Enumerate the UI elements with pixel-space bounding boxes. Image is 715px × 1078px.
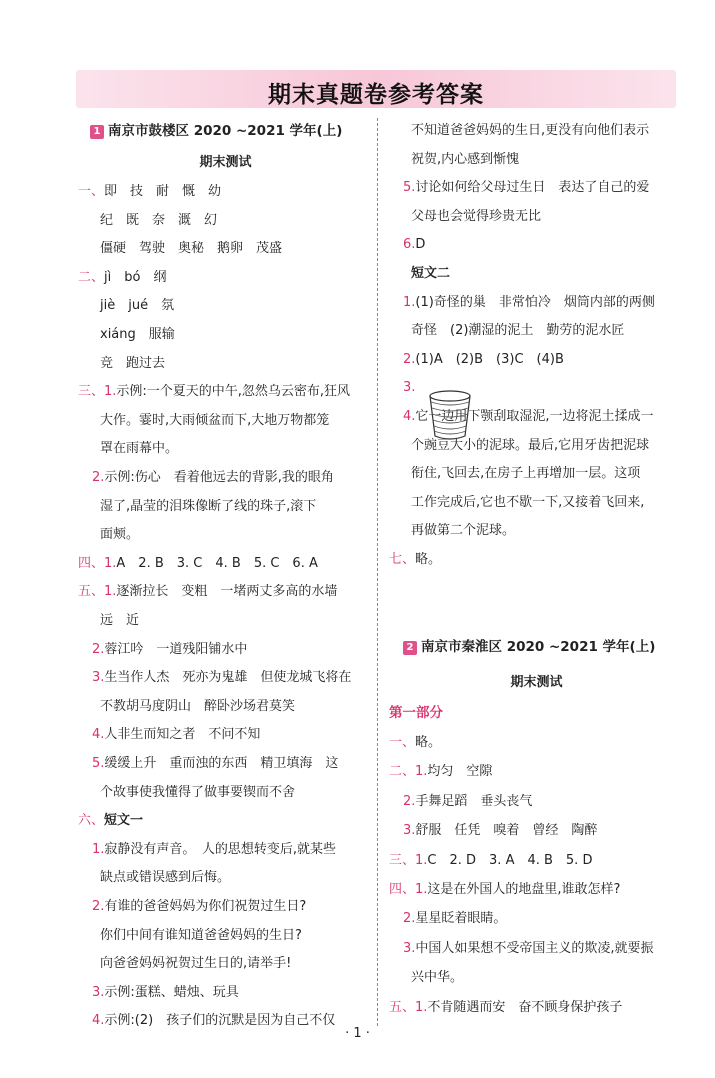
- answer-line: [389, 852, 592, 870]
- answer-text: 讨论如何给父母过生日 表达了自己的爱: [415, 180, 650, 196]
- answer-line: [403, 910, 506, 928]
- item-number: 3.: [92, 670, 105, 686]
- answer-line: [389, 999, 622, 1017]
- answer-line: [92, 984, 239, 1002]
- item-number: 五、1.: [389, 999, 428, 1015]
- section-title: 南京市秦淮区 2020 ~2021 学年(上): [421, 639, 656, 655]
- page-number: · 1 ·: [345, 1026, 370, 1041]
- item-number: 一、: [78, 184, 105, 199]
- answer-text: 这是在外国人的地盘里,谁敢怎样?: [427, 882, 621, 897]
- answer-line: [100, 869, 230, 887]
- answer-text: 中国人如果想不受帝国主义的欺凌,就要振: [415, 940, 654, 956]
- answer-line: [100, 240, 282, 258]
- answer-line: [100, 927, 302, 945]
- item-number: 3.: [403, 940, 416, 956]
- answer-text: C 2. D 3. A 4. B 5. D: [427, 852, 593, 868]
- answer-line: [411, 265, 450, 283]
- answer-text: xiáng 服输: [100, 327, 175, 342]
- answer-line: [411, 122, 649, 140]
- page-title: 期末真题卷参考答案: [268, 82, 484, 108]
- answer-text: 寂静没有声音。 人的思想转变后,就某些: [104, 841, 337, 857]
- answer-line: [403, 940, 654, 958]
- item-number: 4.: [92, 1013, 105, 1029]
- answer-text: 它一边用下颚刮取湿泥,一边将泥土揉成一: [415, 409, 654, 424]
- answer-line: [78, 812, 143, 830]
- answer-text: 祝贺,内心感到惭愧: [411, 151, 520, 167]
- answer-text: 星星眨着眼睛。: [415, 911, 507, 927]
- answer-text: D: [415, 237, 426, 253]
- answer-line: [100, 440, 178, 458]
- title-banner: [76, 70, 676, 108]
- item-number: 5.: [92, 756, 105, 771]
- part-title: 第一部分: [389, 705, 443, 721]
- answer-text: A 2. B 3. C 4. B 5. C 6. A: [116, 555, 318, 571]
- item-number: 1.: [92, 841, 105, 857]
- answer-text: 有谁的爸爸妈妈为你们祝贺过生日?: [104, 899, 307, 914]
- answer-line: [411, 969, 463, 987]
- answer-text: 衔住,飞回去,在房子上再增加一层。这项: [411, 466, 641, 482]
- answer-text: 向爸爸妈妈祝贺过生日的,请举手!: [100, 956, 292, 972]
- section-title: 南京市鼓楼区 2020 ~2021 学年(上): [108, 123, 343, 139]
- answer-line: [403, 351, 564, 369]
- answer-text: 逐渐拉长 变粗 一堵两丈多高的水墙: [116, 584, 338, 600]
- answer-text: 人非生而知之者 不问不知: [104, 727, 261, 743]
- answer-line: [403, 236, 425, 254]
- answer-line: [92, 755, 338, 773]
- section-badge: 2: [403, 641, 417, 655]
- answer-text: 僵硬 驾驶 奥秘 鹅卵 茂盛: [100, 241, 283, 257]
- answer-line: [389, 881, 620, 899]
- exam-title: 期末测试: [199, 155, 252, 170]
- answer-line: [78, 583, 337, 601]
- answer-text: 不肯随遇而安 奋不顾身保护孩子: [427, 999, 623, 1015]
- item-number: 2.: [403, 911, 416, 927]
- answer-text: jiè jué 氛: [100, 298, 175, 314]
- answer-text: 大作。霎时,大雨倾盆而下,大地万物都笼: [100, 412, 330, 428]
- answer-text: 即 技 耐 慨 幼: [104, 184, 222, 199]
- answer-line: [403, 822, 597, 840]
- answer-text: 生当作人杰 死亦为鬼雄 但使龙城飞将在: [104, 670, 352, 686]
- answer-line: [100, 412, 329, 430]
- answer-text: 纪 既 奈 溉 幻: [100, 212, 218, 228]
- answer-line: [100, 698, 295, 716]
- answer-text: 示例:一个夏天的中午,忽然乌云密布,狂风: [116, 384, 351, 400]
- answer-line: [411, 151, 519, 169]
- answer-line: [100, 326, 175, 344]
- answer-text: 手舞足蹈 垂头丧气: [415, 793, 533, 809]
- answer-line: [403, 379, 415, 397]
- answer-line: [78, 183, 221, 201]
- answer-line: [411, 522, 515, 540]
- answer-line: [411, 465, 640, 483]
- item-number: 一、: [389, 735, 416, 750]
- answer-line: [100, 526, 139, 544]
- answer-line: [92, 841, 336, 859]
- item-number: 3.: [92, 984, 105, 1000]
- answer-line: [411, 208, 541, 226]
- item-number: 七、: [389, 552, 416, 567]
- answer-text: 蓉江吟 一道残阳铺水中: [104, 641, 248, 657]
- item-number: 3.: [403, 380, 416, 396]
- answer-line: [389, 734, 441, 752]
- item-number: 五、1.: [78, 584, 117, 600]
- column-divider: [377, 118, 378, 1026]
- item-number: 2.: [92, 899, 105, 914]
- answer-text: (1)奇怪的巢 非常怕冷 烟筒内部的两侧: [415, 294, 655, 310]
- answer-text: 示例:伤心 看着他远去的背影,我的眼角: [104, 470, 334, 485]
- answer-line: [78, 383, 350, 401]
- answer-text: 奇怪 (2)潮湿的泥土 勤劳的泥水匠: [411, 323, 625, 339]
- answer-text: 罩在雨幕中。: [100, 441, 179, 457]
- answer-text: (1)A (2)B (3)C (4)B: [415, 351, 564, 367]
- answer-line: [411, 494, 644, 512]
- answer-line: [92, 641, 247, 659]
- item-number: 2.: [92, 470, 105, 485]
- item-number: 四、1.: [389, 882, 428, 897]
- item-number: 四、1.: [78, 555, 117, 571]
- answer-text: 不教胡马度阴山 醉卧沙场君莫笑: [100, 698, 296, 714]
- answer-line: [100, 297, 174, 315]
- answer-text: 湿了,晶莹的泪珠像断了线的珠子,滚下: [100, 498, 317, 514]
- answer-text: 面颊。: [100, 527, 140, 543]
- answer-line: [389, 763, 492, 781]
- answer-text: 示例:蛋糕、蜡烛、玩具: [104, 984, 239, 1000]
- answer-text: 兴中华。: [411, 970, 464, 986]
- answer-text: 个豌豆大小的泥球。最后,它用牙齿把泥球: [411, 437, 650, 453]
- item-number: 二、1.: [389, 764, 428, 780]
- item-number: 6.: [403, 237, 416, 253]
- answer-text: 舒服 任凭 嗅着 曾经 陶醉: [415, 823, 598, 839]
- item-number: 2.: [403, 793, 416, 809]
- item-number: 三、1.: [389, 852, 428, 868]
- answer-text: 缓缓上升 重而浊的东西 精卫填海 这: [104, 756, 339, 771]
- answer-text: jì bó 纲: [104, 269, 167, 285]
- answer-line: [78, 269, 166, 287]
- answer-line: [100, 612, 139, 630]
- answer-line: [403, 793, 532, 811]
- section-heading-2: [403, 638, 655, 656]
- answer-line: [92, 898, 306, 916]
- answer-text: 远 近: [100, 613, 140, 628]
- item-number: 4.: [92, 727, 105, 743]
- answer-text: 个故事使我懂得了做事要锲而不舍: [100, 784, 296, 800]
- item-number: 二、: [78, 269, 105, 285]
- answer-line: [403, 179, 649, 197]
- item-number: 2.: [92, 641, 105, 657]
- answer-text: 父母也会觉得珍贵无比: [411, 208, 542, 224]
- item-number: 5.: [403, 180, 416, 196]
- answer-line: [78, 555, 318, 573]
- answer-line: [92, 726, 260, 744]
- answer-line: [389, 551, 441, 569]
- item-number: 六、: [78, 813, 105, 829]
- answer-text: 短文二: [411, 266, 451, 281]
- answer-line: [403, 294, 655, 312]
- answer-text: 再做第二个泥球。: [411, 523, 516, 539]
- exam-title: 期末测试: [510, 675, 563, 690]
- answer-text: 缺点或错误感到后悔。: [100, 870, 231, 886]
- answer-line: [100, 355, 165, 373]
- answer-text: 略。: [415, 552, 442, 567]
- answer-line: [100, 212, 217, 230]
- item-number: 3.: [403, 823, 416, 839]
- answer-line: [100, 498, 316, 516]
- answer-text: 均匀 空隙: [427, 764, 493, 780]
- answer-line: [92, 669, 351, 687]
- section-badge: 1: [90, 125, 104, 139]
- answer-text: 示例:(2) 孩子们的沉默是因为自己不仅: [104, 1013, 336, 1029]
- answer-line: [100, 955, 291, 973]
- answer-line: [411, 322, 624, 340]
- answer-text: 不知道爸爸妈妈的生日,更没有向他们表示: [411, 123, 650, 138]
- item-number: 4.: [403, 409, 416, 424]
- answer-text: 竞 跑过去: [100, 355, 166, 371]
- answer-text: 你们中间有谁知道爸爸妈妈的生日?: [100, 927, 302, 943]
- answer-text: 略。: [415, 735, 442, 750]
- section-heading-1: [90, 122, 342, 140]
- item-number: 1.: [403, 294, 416, 310]
- answer-text: 工作完成后,它也不歇一下,又接着飞回来,: [411, 494, 645, 510]
- cup-nest-drawing: [427, 390, 473, 442]
- answer-text: 短文一: [104, 813, 144, 829]
- item-number: 三、1.: [78, 384, 117, 400]
- answer-line: [92, 469, 334, 487]
- item-number: 2.: [403, 351, 416, 367]
- answer-line: [100, 784, 295, 802]
